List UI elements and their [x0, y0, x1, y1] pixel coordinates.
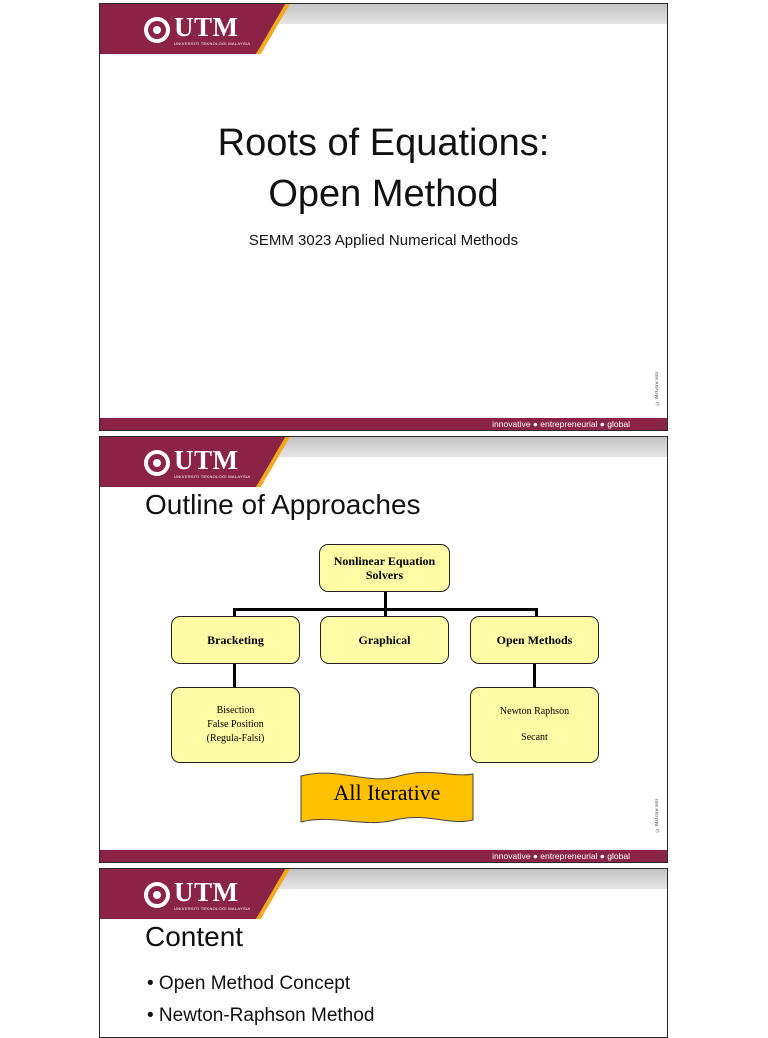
utm-logo — [144, 12, 250, 48]
utm-logo — [144, 445, 250, 481]
all-iterative-banner — [299, 770, 475, 828]
footer-tagline: innovative ● entrepreneurial ● global — [100, 418, 667, 430]
slide-outline — [99, 436, 668, 863]
utm-seal-icon — [144, 17, 170, 43]
title-line-2: Open Method — [268, 173, 499, 215]
utm-seal-icon — [144, 450, 170, 476]
copyright-note: © McGraw Hill — [655, 799, 660, 833]
slide-heading: Outline of Approaches — [145, 489, 421, 520]
slide-content — [99, 868, 668, 1038]
logo-text: UTM — [174, 12, 239, 42]
node-root-line-2: Solvers — [365, 568, 404, 582]
logo-subtext: UNIVERSITI TEKNOLOGI MALAYSIA — [174, 906, 251, 911]
banner-label: All Iterative — [333, 780, 441, 805]
method-bisection: Bisection — [216, 705, 255, 716]
bullet-item: • Newton-Raphson Method — [147, 1005, 375, 1026]
node-graphical: Graphical — [320, 616, 449, 664]
method-regula-falsi: (Regula-Falsi) — [206, 733, 265, 744]
course-subtitle: SEMM 3023 Applied Numerical Methods — [248, 232, 519, 249]
connector-bracketing-detail — [233, 664, 236, 687]
connector-root-down — [384, 592, 387, 609]
node-bracketing: Bracketing — [171, 616, 300, 664]
logo-subtext: UNIVERSITI TEKNOLOGI MALAYSIA — [174, 41, 251, 46]
node-bracketing-methods — [171, 687, 300, 763]
footer-tagline: innovative ● entrepreneurial ● global — [100, 850, 667, 862]
utm-logo — [144, 877, 250, 913]
logo-text: UTM — [174, 445, 239, 475]
utm-seal-icon — [144, 882, 170, 908]
content-bullet-list — [147, 973, 374, 1037]
node-open-methods: Open Methods — [470, 616, 599, 664]
method-secant: Secant — [521, 732, 548, 743]
logo-text: UTM — [174, 877, 239, 907]
method-false-position: False Position — [207, 719, 264, 730]
node-open-method-list — [470, 687, 599, 763]
method-newton-raphson: Newton Raphson — [499, 706, 570, 717]
title-line-1: Roots of Equations: — [217, 122, 550, 164]
slide-title — [99, 3, 668, 431]
node-nonlinear-solvers — [319, 544, 450, 592]
copyright-note: © McGraw Hill — [655, 372, 660, 406]
node-root-line-1: Nonlinear Equation — [333, 554, 436, 568]
logo-subtext: UNIVERSITI TEKNOLOGI MALAYSIA — [174, 474, 251, 479]
slide-title-text — [100, 118, 667, 220]
connector-open-detail — [533, 664, 536, 687]
bullet-item: • Open Method Concept — [147, 973, 351, 994]
slide-heading: Content — [145, 921, 244, 952]
